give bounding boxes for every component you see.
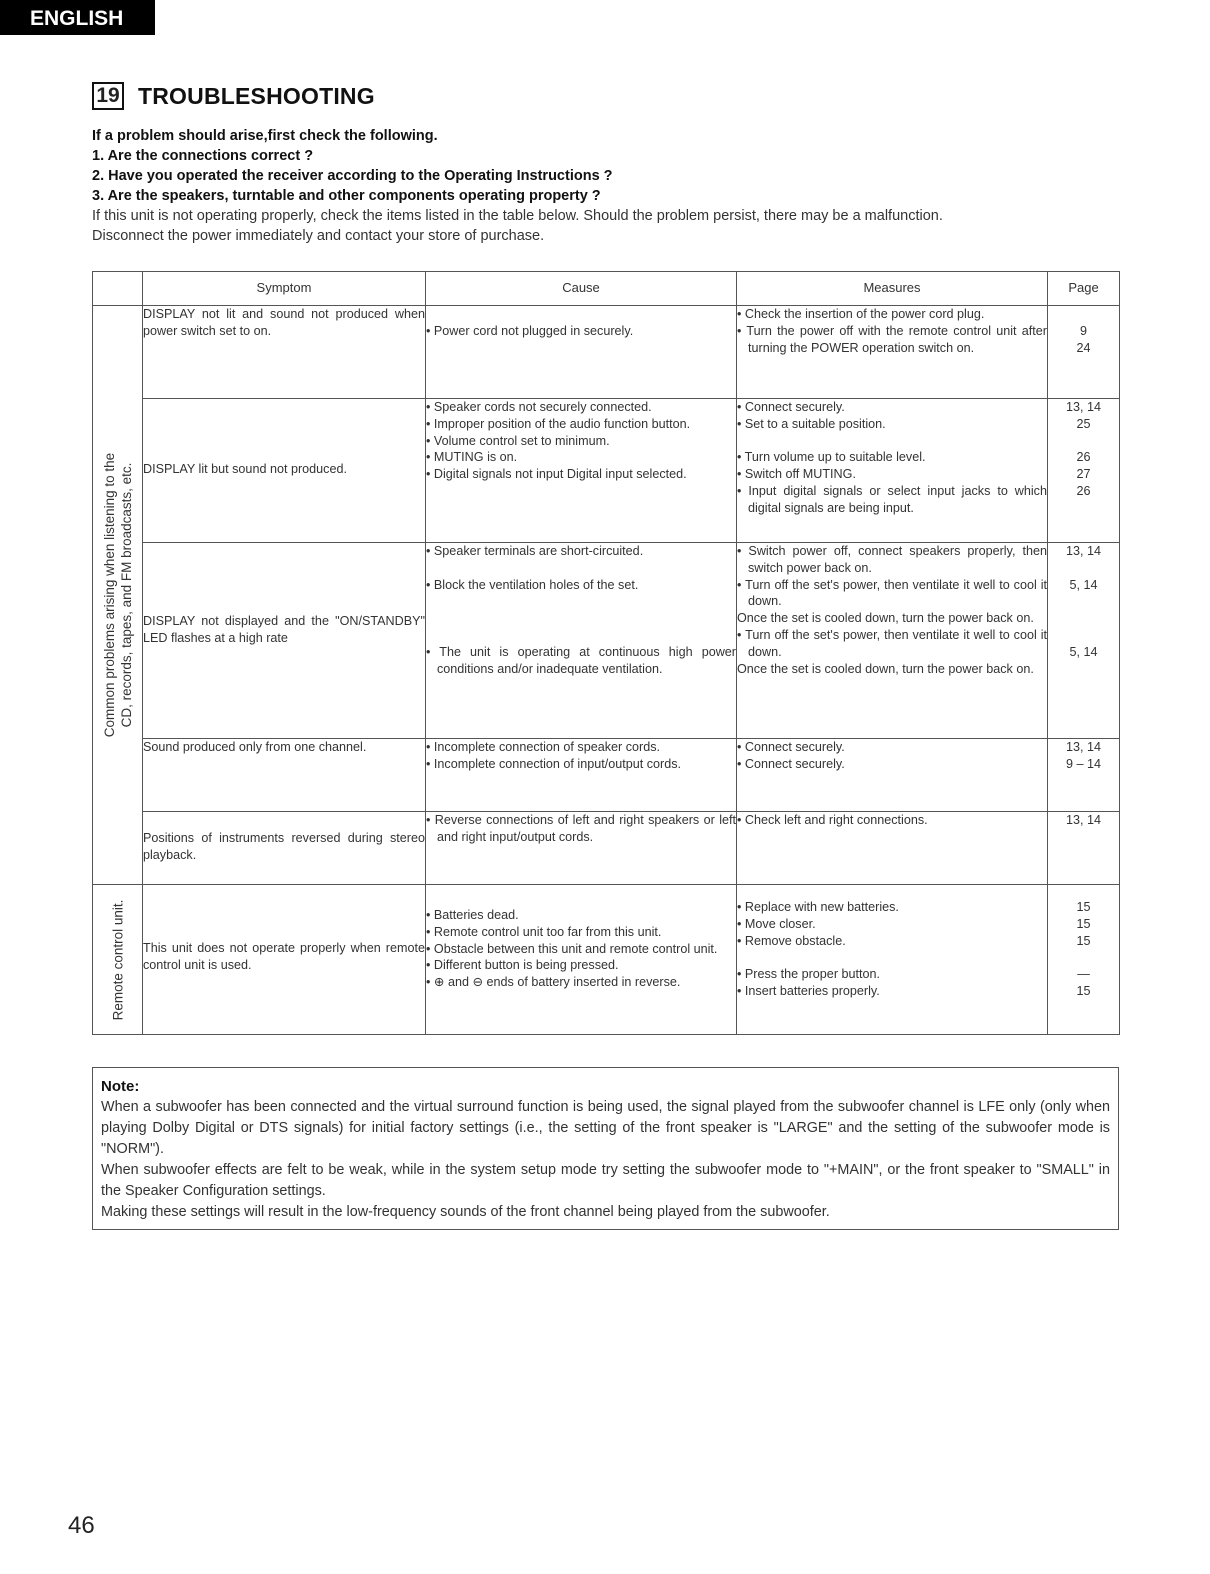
table-row	[93, 306, 1120, 399]
measures-cell: • Connect securely. • Set to a suitable position. • Turn volume up to suitable level. • Switch off MUTING. • Input digital signals or select input jacks to which digital signals are being input.	[737, 399, 1048, 543]
cause-cell: • Power cord not plugged in securely.	[426, 306, 737, 399]
note-paragraph: When subwoofer effects are felt to be weak, while in the system setup mode try setting the subwoofer mode to "+MAIN", or the front speaker to "SMALL" in the Speaker Configuration settings.	[101, 1162, 1110, 1199]
section-heading	[92, 82, 375, 110]
symptom-cell: DISPLAY not displayed and the "ON/STANDBY" LED flashes at a high rate	[143, 543, 426, 739]
page-cell: 13, 14 25 26 27 26	[1048, 399, 1120, 543]
measures-cell: • Check the insertion of the power cord plug. • Turn the power off with the remote control unit after turning the POWER operation switch on.	[737, 306, 1048, 399]
header-blank	[93, 272, 143, 306]
measures-cell: • Check left and right connections.	[737, 812, 1048, 885]
table-row	[93, 739, 1120, 812]
header-cause: Cause	[426, 272, 737, 306]
cause-cell: • Speaker cords not securely connected. • Improper position of the audio function button. • Volume control set to minimum. • MUTING is on. • Digital signals not input Digital input selected.	[426, 399, 737, 543]
group-common-problems	[93, 306, 143, 885]
cause-cell: • Speaker terminals are short-circuited. • Block the ventilation holes of the set. • The unit is operating at continuous high power conditions and/or inadequate ventilation.	[426, 543, 737, 739]
symptom-cell: DISPLAY not lit and sound not produced when power switch set to on.	[143, 306, 426, 399]
intro	[92, 126, 1122, 246]
intro-check-2: 2. Have you operated the receiver according to the Operating Instructions ?	[92, 168, 613, 184]
measures-cell: • Replace with new batteries. • Move closer. • Remove obstacle. • Press the proper button. • Insert batteries properly.	[737, 885, 1048, 1035]
page-cell: 13, 14 5, 14 5, 14	[1048, 543, 1120, 739]
section-number: 19	[92, 82, 124, 110]
group-common-label: Common problems arising when listening to the CD, records, tapes, and FM broadcasts, etc.	[101, 452, 134, 738]
header-page: Page	[1048, 272, 1120, 306]
symptom-cell: Positions of instruments reversed during stereo playback.	[143, 812, 426, 885]
language-tab: ENGLISH	[0, 0, 155, 35]
group-remote-label: Remote control unit.	[110, 899, 125, 1020]
page-cell: 15 15 15 — 15	[1048, 885, 1120, 1035]
troubleshooting-table	[92, 271, 1120, 1035]
note-box	[92, 1067, 1119, 1230]
page-cell: 13, 14	[1048, 812, 1120, 885]
measures-cell: • Connect securely. • Connect securely.	[737, 739, 1048, 812]
intro-advice-2: Disconnect the power immediately and contact your store of purchase.	[92, 228, 545, 244]
note-title: Note:	[101, 1078, 140, 1095]
header-symptom: Symptom	[143, 272, 426, 306]
cause-cell: • Reverse connections of left and right speakers or left and right input/output cords.	[426, 812, 737, 885]
table-row	[93, 885, 1120, 1035]
symptom-cell: This unit does not operate properly when remote control unit is used.	[143, 885, 426, 1035]
intro-check-3: 3. Are the speakers, turntable and other components operating property ?	[92, 188, 601, 204]
measures-cell: • Switch power off, connect speakers properly, then switch power back on. • Turn off the set's power, then ventilate it well to cool it down. Once the set is cooled down, turn the power back on. • Turn off the set's power, then ventilate it well to cool it down. Once the set is cooled down, turn the power back on.	[737, 543, 1048, 739]
intro-lead: If a problem should arise,first check the following.	[92, 128, 438, 144]
page-number: 46	[68, 1512, 95, 1539]
note-paragraph: When a subwoofer has been connected and the virtual surround function is being used, the signal played from the subwoofer channel is LFE only (only when playing Dolby Digital or DTS signals) for initial factory settings (i.e., the setting of the front speaker is "LARGE" and the setting of the subwoofer mode is "NORM").	[101, 1099, 1110, 1157]
page-cell: 9 24	[1048, 306, 1120, 399]
table-row	[93, 543, 1120, 739]
header-measures: Measures	[737, 272, 1048, 306]
cause-cell: • Batteries dead. • Remote control unit too far from this unit. • Obstacle between this unit and remote control unit. • Different button is being pressed. • ⊕ and ⊖ ends of battery inserted in reverse.	[426, 885, 737, 1035]
group-remote-control	[93, 885, 143, 1035]
note-paragraph: Making these settings will result in the low-frequency sounds of the front channel being played from the subwoofer.	[101, 1204, 830, 1220]
intro-advice-1: If this unit is not operating properly, check the items listed in the table below. Should the problem persist, there may be a malfunction.	[92, 208, 943, 224]
cause-cell: • Incomplete connection of speaker cords. • Incomplete connection of input/output cords.	[426, 739, 737, 812]
symptom-cell: Sound produced only from one channel.	[143, 739, 426, 812]
page-title: TROUBLESHOOTING	[138, 82, 375, 109]
table-row	[93, 812, 1120, 885]
intro-check-1: 1. Are the connections correct ?	[92, 148, 314, 164]
table-header-row	[93, 272, 1120, 306]
table-row	[93, 399, 1120, 543]
page-cell: 13, 14 9 – 14	[1048, 739, 1120, 812]
symptom-cell: DISPLAY lit but sound not produced.	[143, 399, 426, 543]
